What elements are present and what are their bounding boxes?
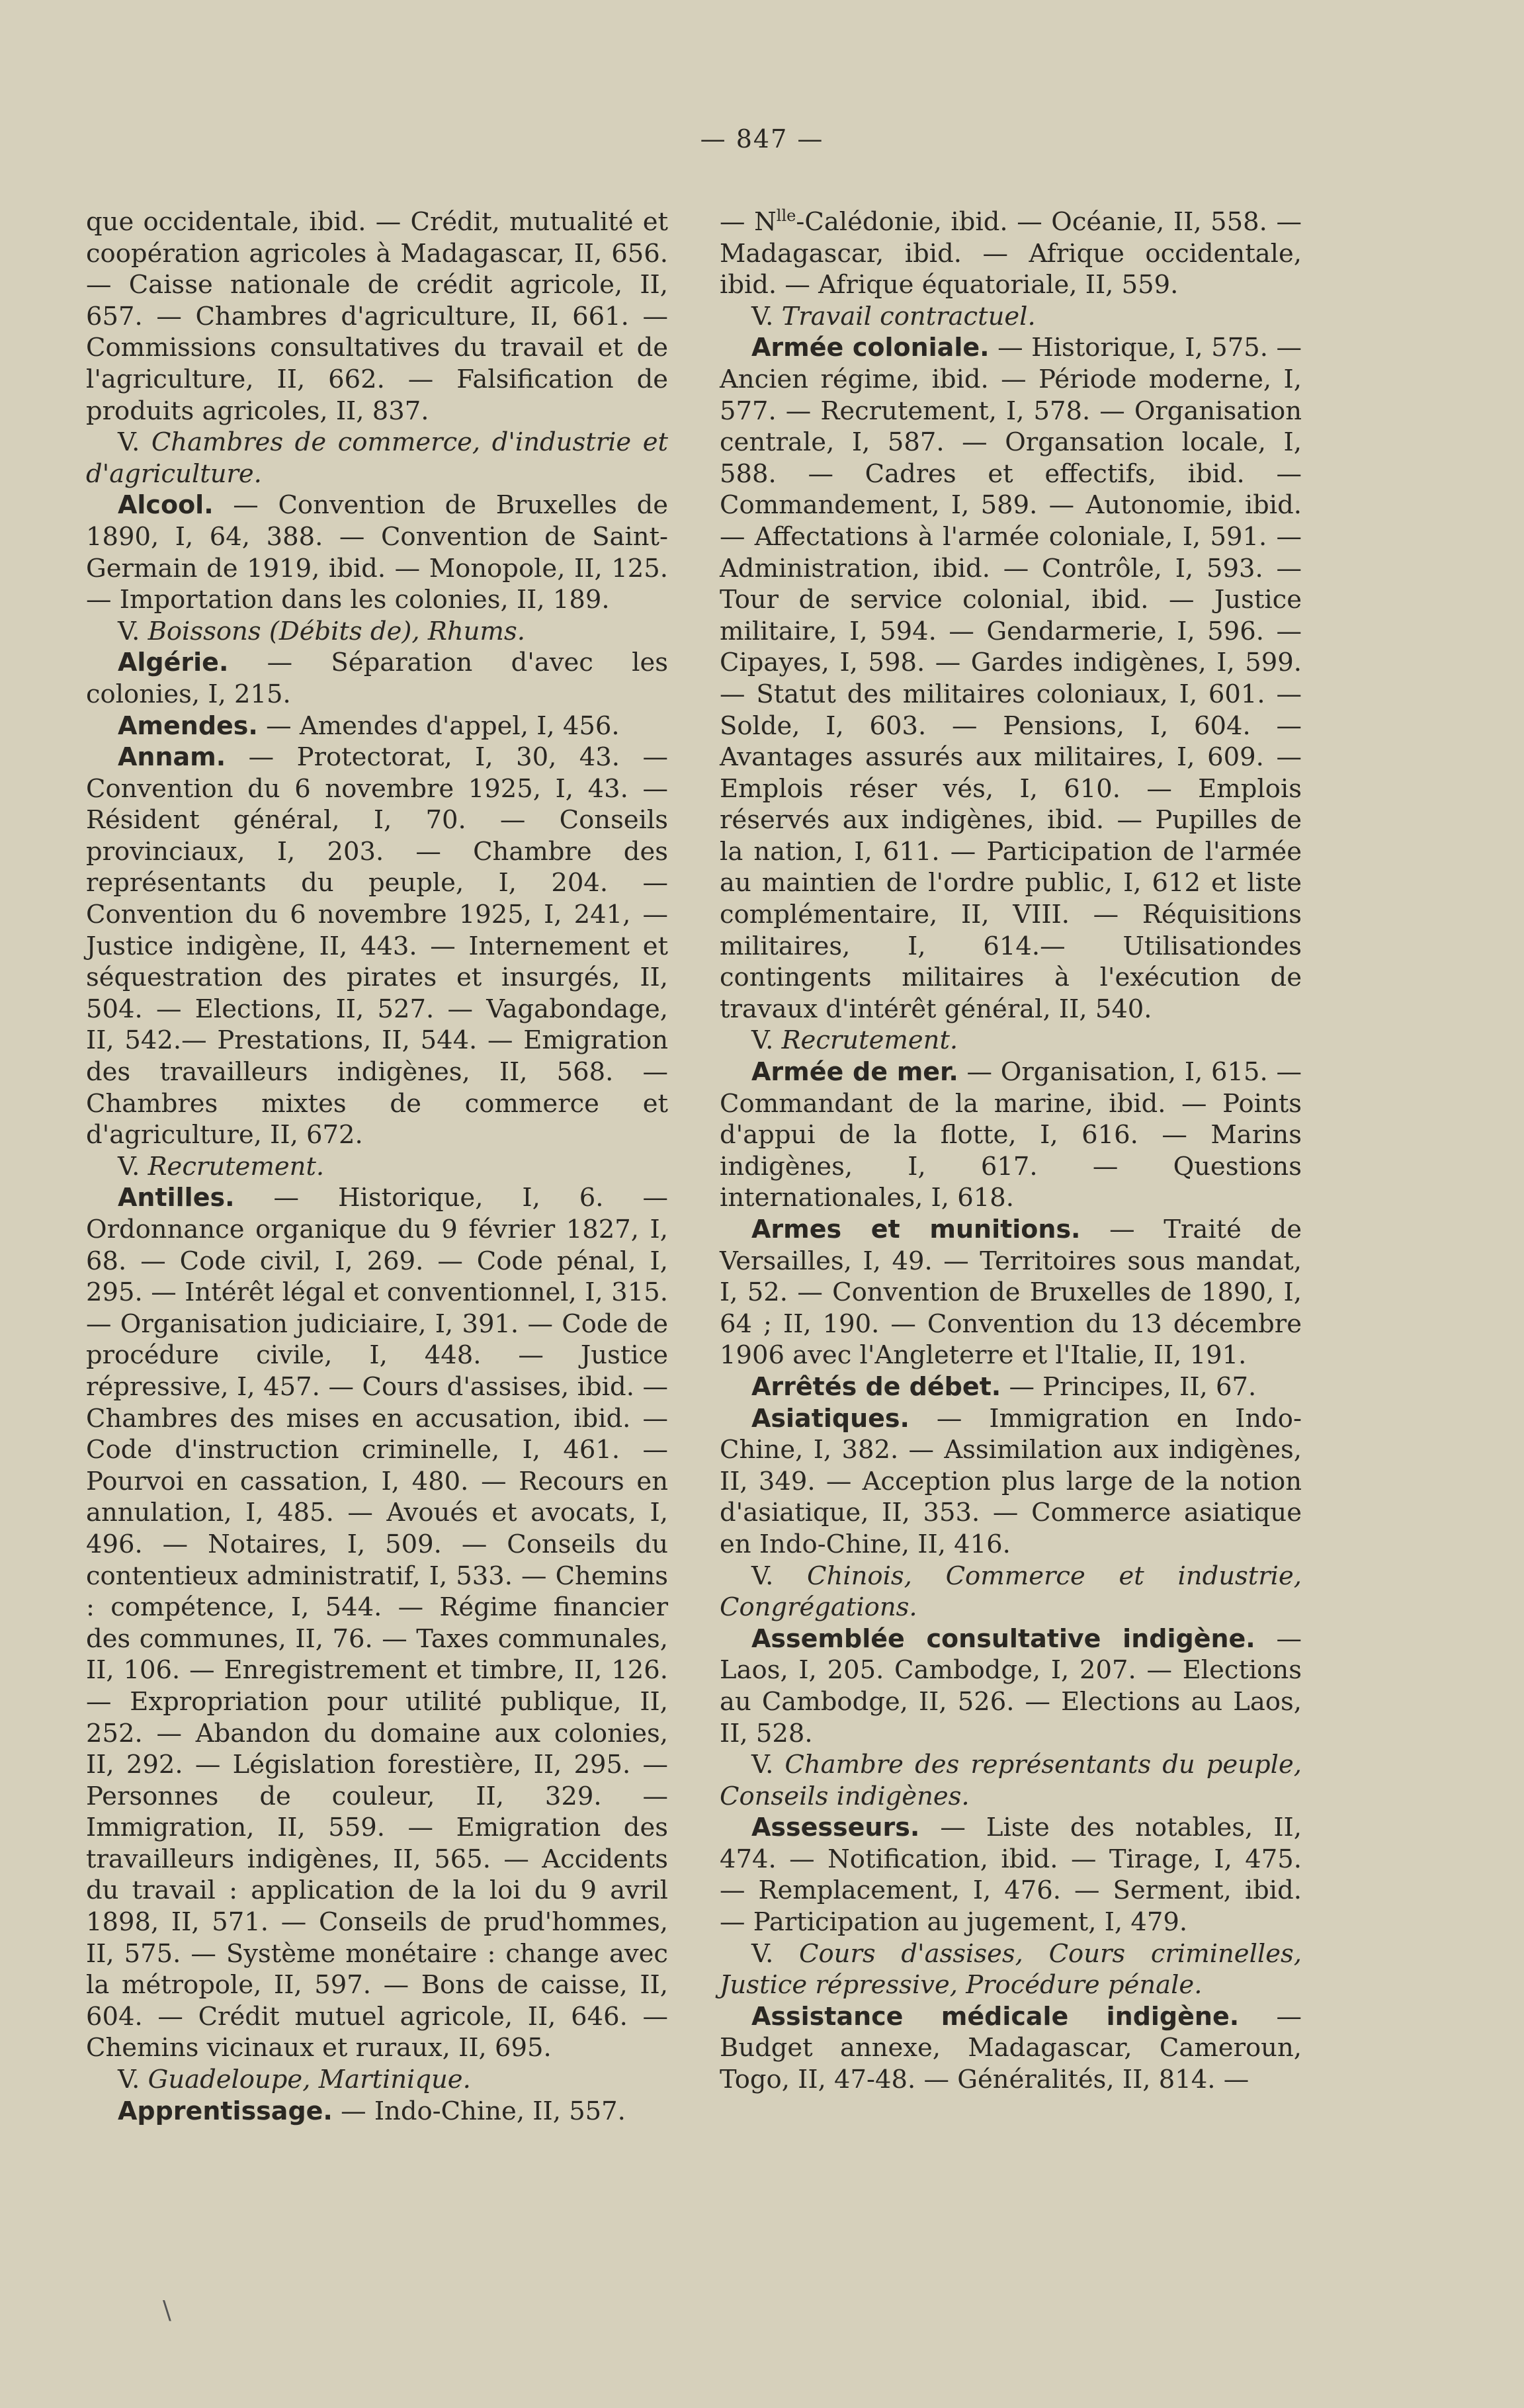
entry-heading: Antilles. [118,1183,235,1213]
entry-text: — Convention de Bruxelles de 1890, I, 64, 388. — Convention de Saint-Germain de 1919, ibid. — Monopole, II, 125. — Importation dans les colonies, II, 189. [86,490,668,615]
see-also-reference [720,1561,1302,1623]
page-number: — 847 — [700,124,824,153]
index-entry [86,490,668,615]
see-also-text: Chinois, Commerce et industrie, Congrégations. [720,1561,1302,1623]
entry-heading: Annam. [118,742,226,772]
see-also-label: V. [118,616,140,646]
index-entry [86,2096,668,2128]
see-also-reference [720,1025,1302,1056]
entry-heading: Assistance médicale indigène. [751,2001,1240,2031]
index-entry [720,2001,1302,2096]
continued-entry [86,206,668,427]
see-also-label: V. [751,1750,774,1780]
entry-heading: Assesseurs. [751,1813,920,1842]
entry-heading: Algérie. [118,648,229,677]
see-also-text: Recrutement. [781,1025,958,1056]
see-also-reference [86,427,668,490]
superscript: lle [776,206,796,226]
see-also-reference [86,616,668,648]
entry-text: — Budget annexe, Madagascar, Cameroun, Togo, II, 47-48. — Généralités, II, 814. — [720,2001,1302,2095]
entry-prefix: — N [720,207,777,237]
index-entry [86,742,668,1151]
index-entry [720,1623,1302,1749]
see-also-text: Chambres de commerce, d'industrie et d'agriculture. [86,427,668,489]
see-also-reference [720,1938,1302,2001]
index-entry [86,1182,668,2064]
entry-heading: Alcool. [118,490,214,520]
see-also-label: V. [751,1025,774,1056]
see-also-label: V. [751,1561,774,1591]
entry-heading: Armée coloniale. [751,333,990,363]
entry-heading: Armes et munitions. [751,1215,1081,1244]
entry-text: — Principes, II, 67. [1001,1371,1257,1402]
entry-text: — Indo-Chine, II, 557. [332,2096,626,2126]
index-entry [86,710,668,742]
entry-heading: Assemblée consultative indigène. [751,1623,1255,1653]
entry-heading: Amendes. [118,710,258,740]
entry-heading: Armée de mer. [751,1057,958,1087]
see-also-text: Boissons (Débits de), Rhums. [148,616,525,646]
entry-text: — Traité de Versailles, I, 49. — Territoires sous mandat, I, 52. — Convention de Bruxelles de 1890, I, 64 ; II, 190. — Convention du 13 décembre 1906 avec l'Angleterre et l'Italie, II, 191. [720,1215,1302,1371]
index-entry [720,1214,1302,1371]
index-entry [720,1812,1302,1938]
entry-text: — Historique, I, 575. — Ancien régime, ibid. — Période moderne, I, 577. — Recrutement, I, 578. — Organisation centrale, I, 587. — Organsation locale, I, 588. — Cadres et effectifs, ibid. — Commandement, I, 589. — Autonomie, ibid. — Affectations à l'armée coloniale, I, 591. — Administration, ibid. — Contrôle, I, 593. — Tour de service colonial, ibid. — Justice militaire, I, 594. — Gendarmerie, I, 596. — Cipayes, I, 598. — Gardes indigènes, I, 599. — Statut des militaires coloniaux, I, 601. — Solde, I, 603. — Pensions, I, 604. — Avantages assurés aux militaires, I, 609. — Emplois réser vés, I, 610. — Emplois réservés aux indigènes, ibid. — Pupilles de la nation, I, 611. — Participation de l'armée au maintien de l'ordre public, I, 612 et liste complémentaire, II, VIII. — Réquisitions militaires, I, 614.— Utilisationdes contingents militaires à l'exécution de travaux d'intérêt général, II, 540. [720,333,1302,1024]
entry-text: — Amendes d'appel, I, 456. [257,710,620,741]
see-also-reference [86,2064,668,2096]
entry-text: — Séparation d'avec les colonies, I, 215. [86,648,668,709]
see-also-text: Cours d'assises, Cours criminelles, Justice répressive, Procédure pénale. [720,1938,1302,2000]
entry-text: — Historique, I, 6. — Ordonnance organique du 9 février 1827, I, 68. — Code civil, I, 269. — Code pénal, I, 295. — Intérêt légal et conventionnel, I, 315. — Organisation judiciaire, I, 391. — Code de procédure civile, I, 448. — Justice répressive, I, 457. — Cours d'assises, ibid. — Chambres des mises en accusation, ibid. — Code d'instruction criminelle, I, 461. — Pourvoi en cassation, I, 480. — Recours en annulation, I, 485. — Avoués et avocats, I, 496. — Notaires, I, 509. — Conseils du contentieux administratif, I, 533. — Chemins : compétence, I, 544. — Régime financier des communes, II, 76. — Taxes communales, II, 106. — Enregistrement et timbre, II, 126. — Expropriation pour utilité publique, II, 252. — Abandon du domaine aux colonies, II, 292. — Législation forestière, II, 295. — Personnes de couleur, II, 329. — Immigration, II, 559. — Emigration des travailleurs indigènes, II, 565. — Accidents du travail : application de la loi du 9 avril 1898, II, 571. — Conseils de prud'hommes, II, 575. — Système monétaire : change avec la métropole, II, 597. — Bons de caisse, II, 604. — Crédit mutuel agricole, II, 646. — Chemins vicinaux et ruraux, II, 695. [86,1183,668,2063]
index-entry [720,1371,1302,1403]
left-column [86,206,668,2127]
margin-mark: \ [163,2296,171,2325]
see-also-reference [720,1749,1302,1812]
entry-text: — Immigration en Indo-Chine, I, 382. — Assimilation aux indigènes, II, 349. — Acception plus large de la notion d'asiatique, II, 353. — Commerce asiatique en Indo-Chine, II, 416. [720,1403,1302,1559]
entry-heading: Asiatiques. [751,1403,910,1433]
index-entry [720,1056,1302,1214]
index-entry [720,332,1302,1025]
see-also-label: V. [751,1938,774,1969]
entry-heading: Arrêtés de débet. [751,1371,1001,1401]
index-entry [720,1403,1302,1561]
entry-heading: Apprentissage. [118,2096,333,2126]
see-also-label: V. [118,427,140,458]
see-also-text: Chambre des représentants du peuple, Conseils indigènes. [720,1750,1302,1811]
entry-text: -Calédonie, ibid. — Océanie, II, 558. — Madagascar, ibid. — Afrique occidentale, ibid. — Afrique équatoriale, II, 559. [720,207,1302,300]
see-also-label: V. [751,301,774,331]
see-also-label: V. [118,1151,140,1182]
see-also-text: Recrutement. [148,1151,325,1182]
see-also-reference [720,301,1302,333]
right-column [720,206,1302,2096]
see-also-label: V. [118,2065,140,2095]
entry-text: — Liste des notables, II, 474. — Notification, ibid. — Tirage, I, 475. — Remplacement, I, 476. — Serment, ibid. — Participation au jugement, I, 479. [720,1813,1302,1938]
entry-text: — Organisation, I, 615. — Commandant de la marine, ibid. — Points d'appui de la flotte, I, 616. — Marins indigènes, I, 617. — Questions internationales, I, 618. [720,1057,1302,1213]
entry-text: que occidentale, ibid. — Crédit, mutualité et coopération agricoles à Madagascar, II, 656. — Caisse nationale de crédit agricole, II, 657. — Chambres d'agriculture, II, 661. — Commissions consultatives du travail et de l'agriculture, II, 662. — Falsification de produits agricoles, II, 837. [86,207,668,426]
see-also-text: Travail contractuel. [781,301,1036,331]
entry-text: — Protectorat, I, 30, 43. — Convention du 6 novembre 1925, I, 43. — Résident général, I, 70. — Conseils provinciaux, I, 203. — Chambre des représentants du peuple, I, 204. — Convention du 6 novembre 1925, I, 241, — Justice indigène, II, 443. — Internement et séquestration des pirates et insurgés, II, 504. — Elections, II, 527. — Vagabondage, II, 542.— Prestations, II, 544. — Emigration des travailleurs indigènes, II, 568. — Chambres mixtes de commerce et d'agriculture, II, 672. [86,742,668,1150]
index-entry [86,647,668,710]
see-also-reference [86,1151,668,1183]
see-also-text: Guadeloupe, Martinique. [148,2065,471,2095]
continued-entry [720,206,1302,301]
entry-text: — Laos, I, 205. Cambodge, I, 207. — Elections au Cambodge, II, 526. — Elections au Laos, II, 528. [720,1623,1302,1748]
